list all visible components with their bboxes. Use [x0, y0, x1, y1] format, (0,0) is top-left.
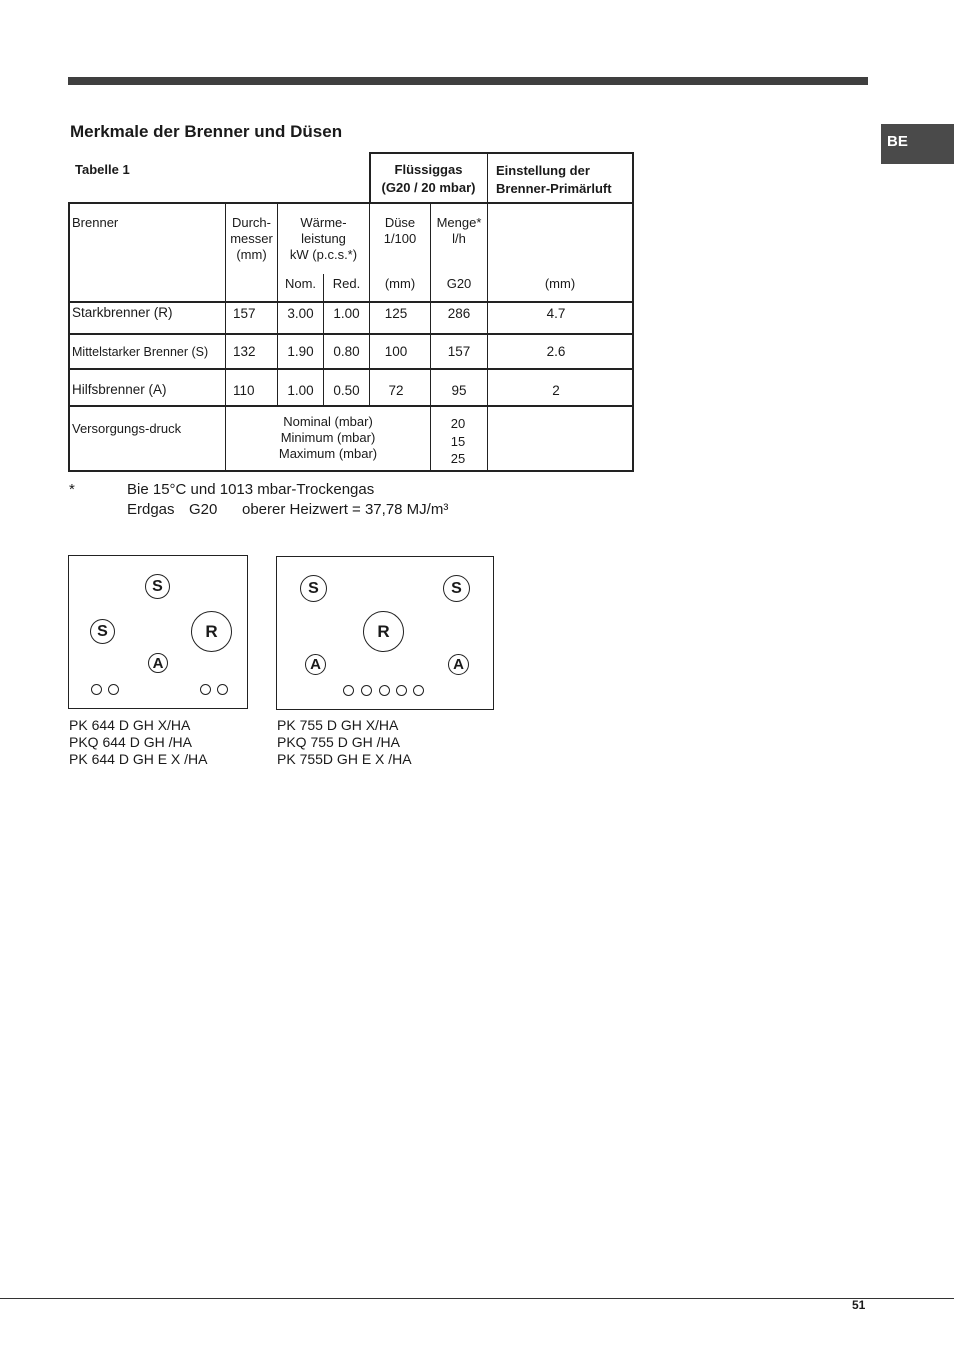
burner-a-icon: A — [148, 653, 168, 673]
burner-a-icon: A — [448, 654, 469, 675]
knob-icon — [343, 685, 354, 696]
hob-diagram-4-burner — [68, 555, 248, 709]
col-header-air-unit: (mm) — [544, 276, 576, 291]
col-header-heat: Wärme- leistung kW (p.c.s.*) — [289, 215, 358, 262]
col-header-flow-unit: G20 — [446, 276, 472, 291]
language-tab[interactable]: BE — [881, 124, 954, 164]
bottom-rule — [0, 1298, 954, 1299]
col-header-heat-nom: Nom. — [284, 276, 317, 291]
burner-s-icon: S — [300, 575, 327, 602]
table-caption: Tabelle 1 — [75, 162, 130, 177]
knob-icon — [379, 685, 390, 696]
knob-icon — [361, 685, 372, 696]
hob-diagram-5-burner — [276, 556, 494, 710]
model-list-2: PK 755 D GH X/HA PKQ 755 D GH /HA PK 755D GH E X /HA — [277, 717, 412, 767]
knob-icon — [396, 685, 407, 696]
burner-s-icon: S — [443, 575, 470, 602]
col-header-heat-red: Red. — [332, 276, 361, 291]
burner-s-icon: S — [90, 619, 115, 644]
burner-a-icon: A — [305, 654, 326, 675]
burner-r-icon: R — [363, 611, 404, 652]
model-list-1: PK 644 D GH X/HA PKQ 644 D GH /HA PK 644 D GH E X /HA — [69, 717, 208, 767]
knob-icon — [200, 684, 211, 695]
knob-icon — [91, 684, 102, 695]
page-title: Merkmale der Brenner und Düsen — [70, 122, 343, 141]
col-header-flow: Menge* l/h — [436, 215, 482, 246]
burner-s-icon: S — [145, 574, 170, 599]
group-header-air: Einstellung der Brenner-Primärluft — [496, 163, 612, 196]
col-header-burner: Brenner — [72, 215, 119, 230]
knob-icon — [413, 685, 424, 696]
group-header-gas: Flüssiggas (G20 / 20 mbar) — [381, 162, 476, 195]
burner-r-icon: R — [191, 611, 232, 652]
knob-icon — [108, 684, 119, 695]
col-header-nozzle-unit: (mm) — [384, 276, 416, 291]
page-number: 51 — [852, 1298, 866, 1312]
top-rule — [68, 77, 868, 85]
knob-icon — [217, 684, 228, 695]
col-header-nozzle: Düse 1/100 — [383, 215, 417, 246]
col-header-diameter: Durch- messer (mm) — [230, 215, 273, 262]
